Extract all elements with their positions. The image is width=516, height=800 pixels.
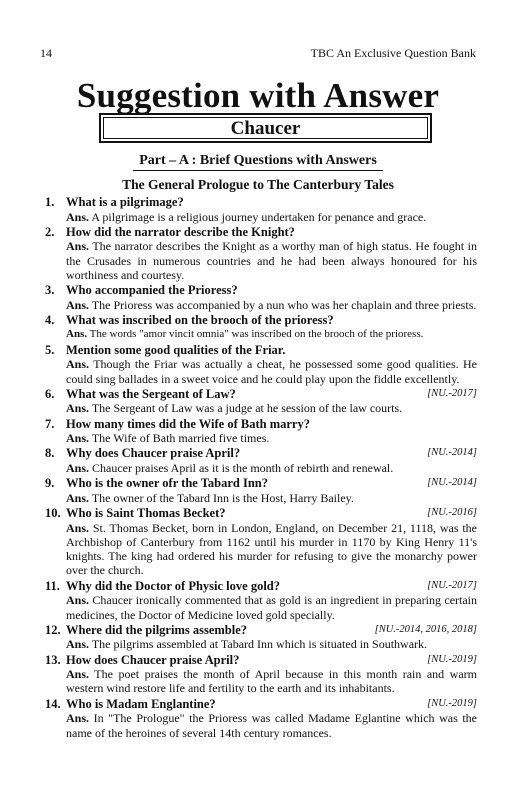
section-title: The General Prologue to The Canterbury Tales — [122, 177, 394, 192]
answer-body: The poet praises the month of April because in this month rain and warm western wind restore life and fertility to the earth and its inhabitants. — [66, 667, 477, 696]
answer-text — [66, 239, 477, 282]
answer-text — [66, 401, 477, 415]
answer-text — [66, 298, 477, 312]
question-number: 2. — [45, 224, 55, 239]
qa-item — [45, 476, 477, 505]
answer-label: Ans. — [66, 520, 90, 535]
answer-text — [66, 667, 477, 696]
answer-body: In "The Prologue" the Prioress was called Madame Eglantine which was the name of the heroines of several 14th century romances. — [66, 711, 478, 740]
answer-label: Ans. — [66, 401, 90, 416]
answer-body: The owner of the Tabard Inn is the Host, Harry Bailey. — [91, 490, 354, 505]
exam-reference: [NU.-2016] — [427, 507, 477, 519]
answer-label: Ans. — [66, 667, 90, 682]
answer-body: The Wife of Bath married five times. — [91, 431, 270, 446]
answer-label: Ans. — [66, 431, 90, 446]
answer-text — [66, 327, 477, 341]
question-label: What is a pilgrimage? — [66, 195, 184, 209]
question-label: Who is Madam Englantine? — [66, 696, 216, 711]
qa-item — [45, 506, 477, 578]
qa-item — [45, 417, 477, 446]
question-text — [66, 387, 477, 402]
answer-text — [66, 210, 477, 224]
answer-text — [66, 593, 477, 622]
answer-label: Ans. — [66, 460, 90, 475]
exam-reference: [NU.-2014, 2016, 2018] — [374, 623, 477, 635]
exam-reference: [NU.-2014] — [427, 447, 477, 459]
qa-item — [45, 313, 477, 342]
question-label: How many times did the Wife of Bath marry? — [66, 416, 310, 431]
qa-item — [45, 387, 477, 416]
question-label: Mention some good qualities of the Friar. — [66, 342, 286, 357]
question-text — [66, 195, 477, 210]
question-label: Why does Chaucer praise April? — [66, 446, 241, 461]
question-text — [66, 313, 477, 328]
answer-label: Ans. — [66, 637, 90, 652]
part-heading — [0, 153, 516, 171]
question-text — [66, 225, 477, 240]
page-title: Suggestion with Answer — [76, 76, 440, 115]
chapter-title: Chaucer — [103, 117, 428, 139]
answer-label: Ans. — [66, 239, 90, 254]
answer-text — [66, 431, 477, 445]
qa-item — [45, 579, 477, 622]
qa-item — [45, 446, 477, 475]
question-number: 13. — [45, 652, 61, 667]
question-number: 4. — [45, 312, 55, 327]
qa-item — [45, 283, 477, 312]
question-label: What was the Sergeant of Law? — [66, 386, 236, 401]
question-number: 10. — [45, 506, 61, 521]
question-number: 7. — [45, 416, 55, 431]
answer-text — [66, 637, 477, 651]
book-title: TBC An Exclusive Question Bank — [310, 46, 476, 60]
question-label: How did the narrator describe the Knight? — [66, 224, 295, 239]
answer-body: Chaucer praises April as it is the month of rebirth and renewal. — [92, 460, 394, 475]
answer-text — [66, 357, 477, 386]
answer-body: The pilgrims assembled at Tabard Inn which is situated in Southwark. — [91, 637, 428, 652]
question-text — [66, 653, 477, 668]
answer-text — [66, 461, 477, 475]
question-text — [66, 697, 477, 712]
answer-body: St. Thomas Becket, born in London, England, on December 21, 1118, was the Archbishop of Canterbury from 1162 until his murder in 1170 by King Henry 11's knights. The king had ordered his murder for refusing to give the monarchy power over the church. — [66, 520, 478, 578]
answer-label: Ans. — [66, 711, 90, 726]
answer-body: Chaucer ironically commented that as gold is an ingredient in preparing certain medicines, the Doctor of Medicine loved gold specially. — [66, 593, 478, 622]
exam-reference: [NU.-2017] — [427, 387, 477, 399]
question-number: 14. — [45, 696, 61, 711]
answer-text — [66, 491, 477, 505]
qa-item — [45, 623, 477, 652]
page-header — [40, 46, 476, 62]
question-number: 1. — [45, 195, 55, 209]
exam-reference: [NU.-2017] — [427, 579, 477, 591]
qa-item — [45, 653, 477, 696]
question-text — [66, 283, 477, 298]
answer-label: Ans. — [66, 328, 88, 341]
answer-body: The words "amor vincit omnia" was inscribed on the brooch of the prioress. — [89, 328, 424, 341]
qa-item — [45, 225, 477, 282]
question-number: 8. — [45, 446, 55, 461]
question-number: 9. — [45, 476, 55, 491]
exam-reference: [NU.-2019] — [427, 697, 477, 709]
answer-body: The narrator describes the Knight as a worthy man of high status. He fought in the Crusades in numerous countries and he had been always honoured for his worthiness and courtesy. — [66, 239, 477, 282]
question-label: Where did the pilgrims assemble? — [66, 622, 248, 637]
question-text — [66, 446, 477, 461]
question-text — [66, 579, 477, 594]
question-label: Who accompanied the Prioress? — [66, 283, 238, 298]
chapter-box — [99, 113, 432, 143]
qa-item — [45, 343, 477, 386]
answer-body: The Sergeant of Law was a judge at he session of the law courts. — [91, 401, 403, 416]
question-number: 3. — [45, 283, 55, 298]
question-label: How does Chaucer praise April? — [66, 652, 240, 667]
question-number: 6. — [45, 386, 55, 401]
question-label: Who is Saint Thomas Becket? — [66, 506, 226, 521]
qa-item — [45, 195, 477, 224]
page-number: 14 — [40, 46, 52, 60]
question-label: What was inscribed on the brooch of the prioress? — [66, 312, 334, 327]
part-title: Part – A : Brief Questions with Answers — [133, 153, 383, 171]
question-text — [66, 506, 477, 521]
answer-label: Ans. — [66, 357, 90, 372]
answer-text — [66, 711, 477, 740]
qa-list — [45, 195, 477, 741]
question-text — [66, 476, 477, 491]
question-text — [66, 623, 477, 638]
answer-body: The Prioress was accompanied by a nun who was her chaplain and three priests. — [91, 297, 477, 312]
question-number: 5. — [45, 342, 55, 357]
question-number: 11. — [45, 578, 60, 593]
question-text — [66, 417, 477, 432]
question-label: Why did the Doctor of Physic love gold? — [66, 578, 281, 593]
question-number: 12. — [45, 622, 61, 637]
answer-body: Though the Friar was actually a cheat, he possessed some good qualities. He could sing ballades in a sweet voice and he could play upon the fiddle excellently. — [66, 357, 477, 386]
answer-label: Ans. — [66, 209, 90, 224]
answer-label: Ans. — [66, 593, 90, 608]
answer-text — [66, 521, 477, 578]
question-text — [66, 343, 477, 358]
qa-item — [45, 697, 477, 740]
exam-reference: [NU.-2014] — [427, 477, 477, 489]
answer-label: Ans. — [66, 297, 90, 312]
answer-label: Ans. — [66, 490, 90, 505]
question-label: Who is the owner ofr the Tabard Inn? — [66, 476, 269, 491]
answer-body: A pilgrimage is a religious journey undertaken for penance and grace. — [91, 209, 427, 224]
exam-reference: [NU.-2019] — [427, 653, 477, 665]
